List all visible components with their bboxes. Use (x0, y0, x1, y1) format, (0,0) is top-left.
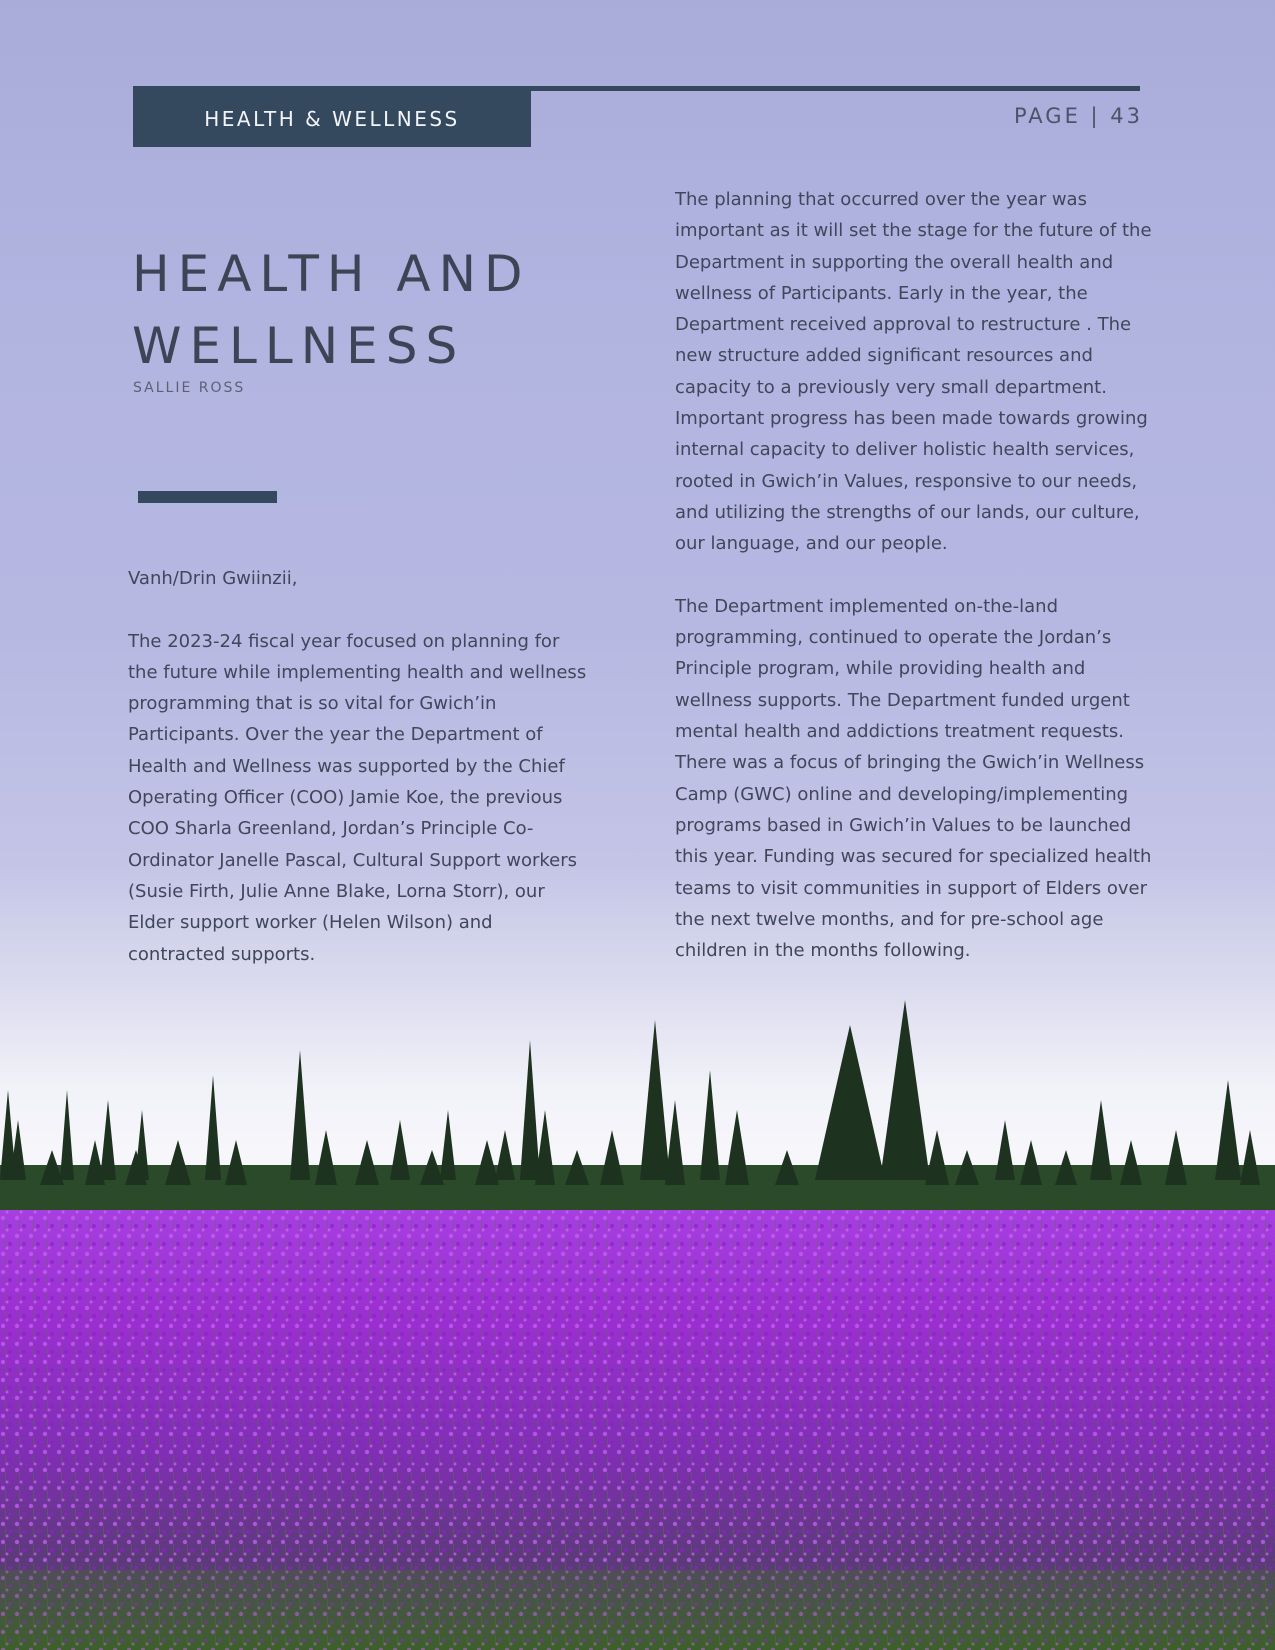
text-line: (Susie Firth, Julie Anne Blake, Lorna Storr), our (128, 880, 545, 902)
text-line: the next twelve months, and for pre-school age (675, 908, 1104, 930)
text-line: Department received approval to restructure . The (675, 314, 1132, 336)
text-line: this year. Funding was secured for specialized health (675, 846, 1152, 868)
text-line: mental health and addictions treatment requests. (675, 721, 1125, 743)
text-line: capacity to a previously very small department. (675, 376, 1107, 398)
text-line: The 2023-24 fiscal year focused on planning for (128, 630, 560, 652)
paragraph-gap (128, 594, 608, 625)
text-line: important as it will set the stage for the future of the (675, 220, 1152, 242)
author-name: SALLIE ROSS (133, 380, 246, 396)
text-line: The Department implemented on-the-land (675, 595, 1058, 617)
text-line: Ordinator Janelle Pascal, Cultural Support workers (128, 849, 577, 871)
greeting: Vanh/Drin Gwiinzii, (128, 568, 298, 589)
text-line: rooted in Gwich’in Values, responsive to our needs, (675, 470, 1138, 492)
text-line: wellness supports. The Department funded urgent (675, 689, 1130, 711)
right-paragraph-1 (675, 184, 1175, 560)
text-line: the future while implementing health and wellness (128, 661, 587, 683)
text-line: our language, and our people. (675, 533, 948, 555)
text-line: Department in supporting the overall health and (675, 251, 1114, 273)
title-line-2: WELLNESS (132, 317, 466, 375)
text-line: and utilizing the strengths of our lands, our culture, (675, 501, 1140, 523)
text-line: wellness of Participants. Early in the year, the (675, 282, 1088, 304)
fireweed-meadow-photo (0, 980, 1275, 1650)
text-line: contracted supports. (128, 943, 316, 965)
text-line: Operating Officer (COO) Jamie Koe, the previous (128, 787, 563, 809)
text-line: Important progress has been made towards growing (675, 408, 1148, 430)
text-line: COO Sharla Greenland, Jordan’s Principle Co- (128, 818, 534, 840)
page-number: PAGE | 43 (1013, 104, 1143, 128)
text-line: programming that is so vital for Gwich’in (128, 693, 497, 715)
left-column (128, 563, 608, 970)
text-line: Elder support worker (Helen Wilson) and (128, 912, 493, 934)
accent-bar (138, 491, 277, 503)
title-line-1: HEALTH AND (132, 245, 531, 303)
text-line: children in the months following. (675, 940, 971, 962)
text-line: new structure added significant resources and (675, 345, 1093, 367)
right-column (675, 184, 1175, 966)
text-line: Camp (GWC) online and developing/implementing (675, 783, 1129, 805)
left-paragraph-1 (128, 626, 608, 970)
paragraph-gap (675, 560, 1175, 591)
section-label: HEALTH & WELLNESS (204, 106, 460, 131)
text-line: internal capacity to deliver holistic health services, (675, 439, 1135, 461)
section-tab (133, 86, 531, 147)
text-line: Principle program, while providing health and (675, 658, 1086, 680)
text-line: programs based in Gwich’in Values to be launched (675, 814, 1132, 836)
page-title (132, 238, 531, 382)
right-paragraph-2 (675, 591, 1175, 967)
text-line: Health and Wellness was supported by the Chief (128, 755, 565, 777)
text-line: Participants. Over the year the Department of (128, 724, 543, 746)
text-line: There was a focus of bringing the Gwich’in Wellness (675, 752, 1145, 774)
text-line: programming, continued to operate the Jordan’s (675, 627, 1112, 649)
text-line: The planning that occurred over the year was (675, 189, 1087, 210)
spruce-treeline (0, 1000, 1260, 1185)
text-line: teams to visit communities in support of Elders over (675, 877, 1147, 899)
